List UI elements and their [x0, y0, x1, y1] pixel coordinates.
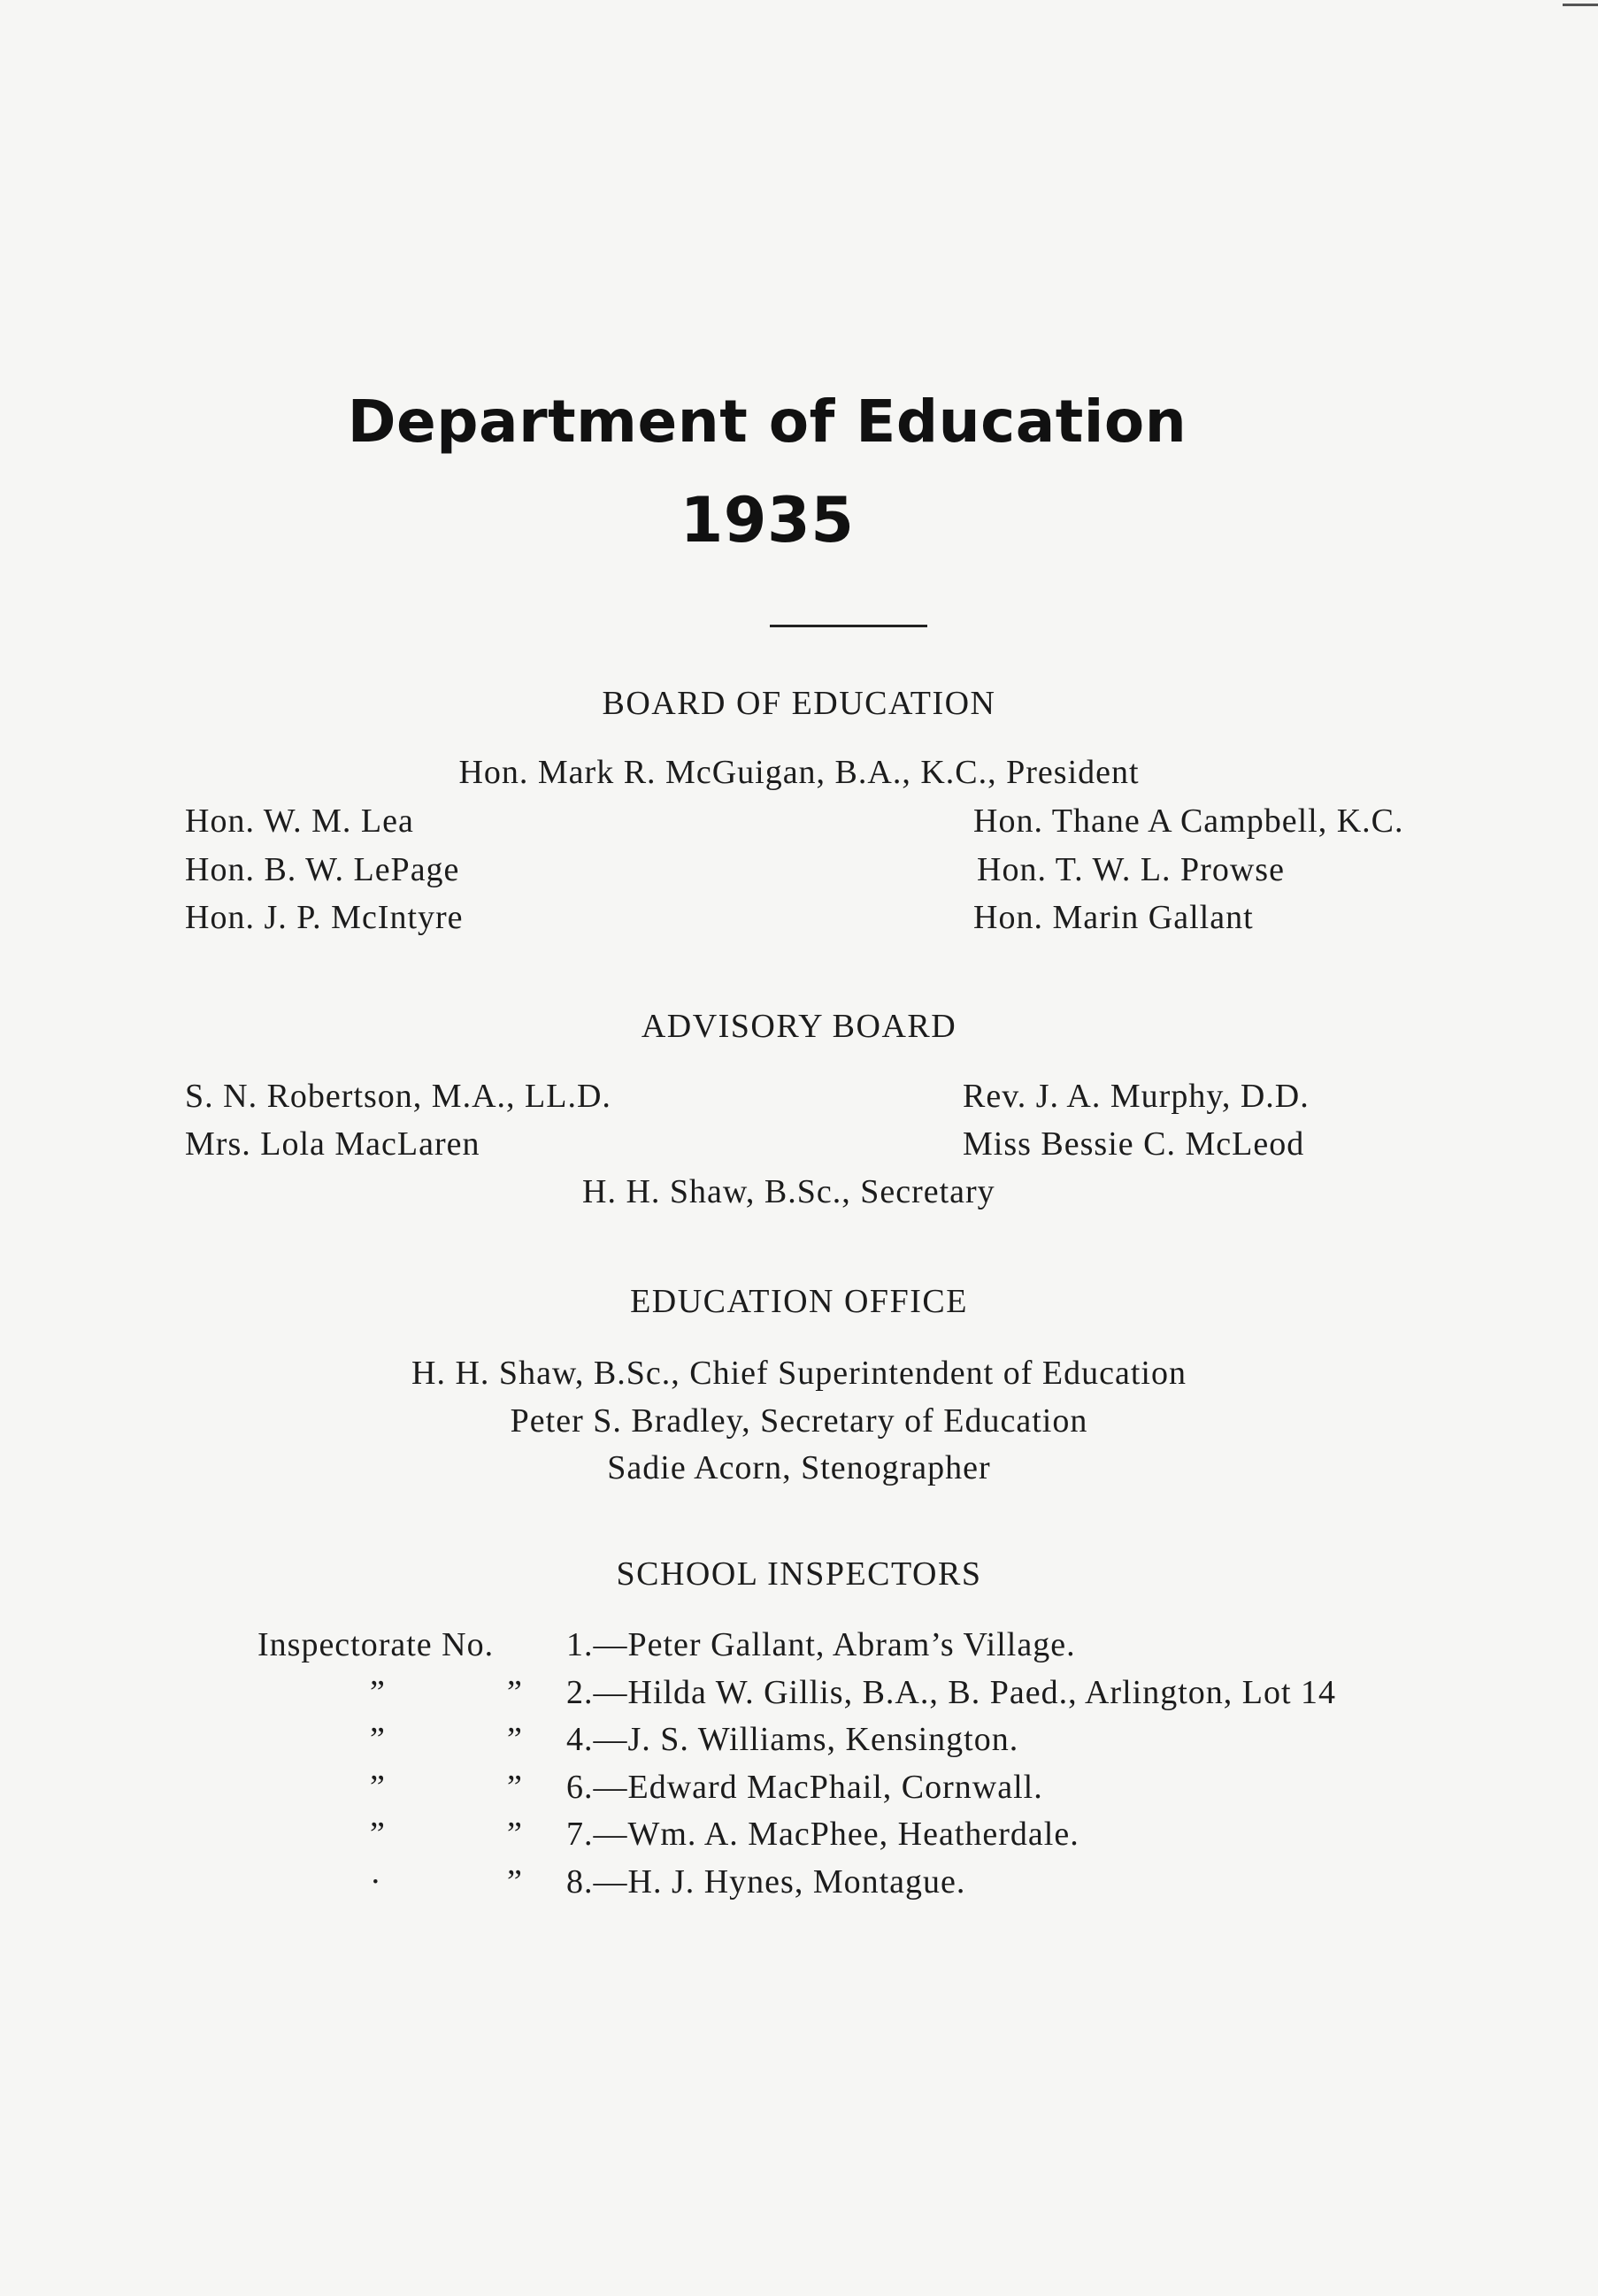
- board-president: Hon. Mark R. McGuigan, B.A., K.C., President: [458, 754, 1140, 791]
- inspectorate-entry: 8.—H. J. Hynes, Montague.: [566, 1863, 966, 1901]
- board-of-education-heading: BOARD OF EDUCATION: [602, 685, 996, 722]
- education-office-heading: EDUCATION OFFICE: [630, 1283, 968, 1320]
- advisory-member-left-2: Mrs. Lola MacLaren: [185, 1125, 480, 1163]
- ditto-mark: ”: [507, 1721, 523, 1758]
- school-inspectors-heading: SCHOOL INSPECTORS: [616, 1555, 982, 1593]
- ditto-mark: ”: [370, 1721, 386, 1758]
- inspectorate-row: [0, 1625, 1598, 1670]
- board-member-left-2: Hon. B. W. LePage: [185, 851, 460, 888]
- ditto-mark: ”: [370, 1816, 386, 1853]
- advisory-member-left-1: S. N. Robertson, M.A., LL.D.: [185, 1078, 611, 1115]
- advisory-board-heading: ADVISORY BOARD: [641, 1008, 957, 1045]
- board-member-right-3: Hon. Marin Gallant: [973, 899, 1254, 936]
- board-member-left-3: Hon. J. P. McIntyre: [185, 899, 464, 936]
- ditto-mark: ”: [370, 1769, 386, 1806]
- ditto-mark: ”: [370, 1674, 386, 1711]
- scan-edge-mark: [1563, 4, 1598, 6]
- education-office-staff-3: Sadie Acorn, Stenographer: [607, 1449, 991, 1486]
- inspectorate-label: Inspectorate No.: [257, 1626, 495, 1663]
- ditto-mark: ”: [507, 1674, 523, 1711]
- advisory-member-right-2: Miss Bessie C. McLeod: [963, 1125, 1305, 1163]
- inspectorate-row: [0, 1815, 1598, 1859]
- ditto-mark: ”: [507, 1769, 523, 1806]
- inspectorate-row: [0, 1720, 1598, 1764]
- page-title: Department of Education: [347, 388, 1187, 456]
- board-member-right-1: Hon. Thane A Campbell, K.C.: [973, 802, 1404, 840]
- inspectorate-entry: 6.—Edward MacPhail, Cornwall.: [566, 1769, 1043, 1806]
- advisory-secretary: H. H. Shaw, B.Sc., Secretary: [582, 1173, 995, 1210]
- ditto-mark: ”: [507, 1863, 523, 1901]
- inspectorate-entry: 4.—J. S. Williams, Kensington.: [566, 1721, 1019, 1758]
- education-office-staff-2: Peter S. Bradley, Secretary of Education: [510, 1402, 1088, 1440]
- inspectorate-entry: 7.—Wm. A. MacPhee, Heatherdale.: [566, 1816, 1079, 1853]
- ditto-mark: ”: [507, 1816, 523, 1853]
- advisory-member-right-1: Rev. J. A. Murphy, D.D.: [963, 1078, 1310, 1115]
- inspectorate-entry: 1.—Peter Gallant, Abram’s Village.: [566, 1626, 1076, 1663]
- board-member-right-2: Hon. T. W. L. Prowse: [977, 851, 1285, 888]
- board-member-left-1: Hon. W. M. Lea: [185, 802, 414, 840]
- inspectorate-entry: 2.—Hilda W. Gillis, B.A., B. Paed., Arlington, Lot 14: [566, 1674, 1337, 1711]
- inspectorate-row: [0, 1768, 1598, 1812]
- inspectorate-row: [0, 1862, 1598, 1907]
- page-year: 1935: [680, 484, 855, 557]
- ditto-mark: ·: [370, 1863, 382, 1901]
- education-office-staff-1: H. H. Shaw, B.Sc., Chief Superintendent of Education: [411, 1355, 1187, 1392]
- inspectorate-row: [0, 1673, 1598, 1717]
- title-divider: [770, 625, 927, 627]
